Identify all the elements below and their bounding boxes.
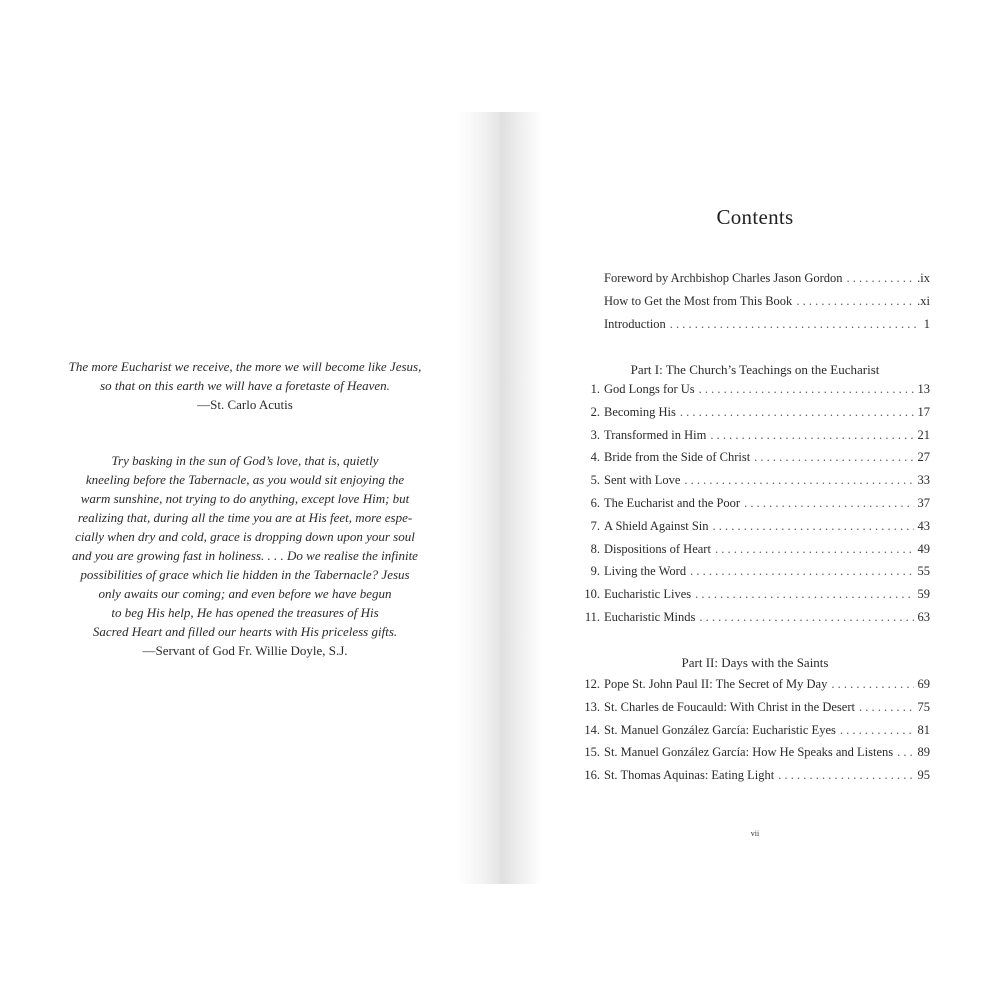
- quote-line: warm sunshine, not trying to do anything, except love Him; but: [80, 491, 410, 506]
- toc-entry-number: 11.: [584, 609, 600, 624]
- toc-entry-page: .xi: [917, 293, 930, 308]
- toc-entry-title: St. Manuel González García: Eucharistic Eyes: [604, 722, 836, 737]
- toc-part1: [580, 382, 930, 633]
- toc-entry[interactable]: [580, 768, 930, 791]
- toc-entry-number: 6.: [590, 495, 600, 510]
- quote-attribution: —St. Carlo Acutis: [197, 397, 293, 412]
- quote-line: realizing that, during all the time you are at His feet, more espe-: [77, 510, 413, 525]
- left-page: [40, 0, 450, 1000]
- quote-line: so that on this earth we will have a foretaste of Heaven.: [100, 378, 390, 393]
- toc-entry-title: Bride from the Side of Christ: [604, 450, 751, 465]
- toc-entry-title: St. Thomas Aquinas: Eating Light: [604, 768, 775, 783]
- toc-entry-number: 3.: [590, 427, 600, 442]
- toc-entry-number: 7.: [590, 518, 600, 533]
- toc-entry[interactable]: [580, 587, 930, 610]
- part-heading: Part II: Days with the Saints: [681, 655, 829, 670]
- toc-entry-number: 5.: [590, 473, 600, 488]
- toc-entry-number: 16.: [584, 768, 600, 783]
- toc-leader-dots: [713, 519, 914, 534]
- toc-entry-page: 81: [917, 722, 930, 737]
- quote-attribution: —Servant of God Fr. Willie Doyle, S.J.: [142, 643, 348, 658]
- toc-entry[interactable]: [580, 542, 930, 565]
- toc-entry[interactable]: [580, 428, 930, 451]
- toc-entry-title: Living the Word: [604, 564, 687, 579]
- toc-entry-title: A Shield Against Sin: [604, 518, 709, 533]
- toc-entry[interactable]: [580, 450, 930, 473]
- toc-entry-page: 17: [917, 404, 930, 419]
- quote-line: possibilities of grace which lie hidden in the Tabernacle? Jesus: [80, 567, 410, 582]
- epigraph-quote-doyle: [40, 451, 450, 660]
- contents-title: Contents: [716, 205, 794, 229]
- toc-entry[interactable]: [580, 496, 930, 519]
- toc-leader-dots: [680, 405, 914, 420]
- toc-entry-page: 63: [917, 609, 930, 624]
- toc-entry-page: 49: [917, 541, 930, 556]
- toc-entry-page: 1: [923, 316, 930, 331]
- toc-entry-page: 89: [917, 745, 930, 760]
- quote-line: cially when dry and cold, grace is dropping down upon your soul: [75, 529, 415, 544]
- toc-entry[interactable]: [580, 745, 930, 768]
- toc-entry-page: 13: [917, 382, 930, 396]
- toc-leader-dots: [897, 745, 913, 760]
- toc-entry-title: St. Charles de Foucauld: With Christ in the Desert: [604, 699, 855, 714]
- toc-entry-page: .ix: [917, 271, 930, 285]
- toc-entry[interactable]: [580, 700, 930, 723]
- toc-leader-dots: [778, 768, 913, 783]
- toc-entry-number: 1.: [590, 382, 600, 396]
- quote-line: Try basking in the sun of God’s love, that is, quietly: [111, 453, 379, 468]
- toc-entry-title: The Eucharist and the Poor: [604, 495, 741, 510]
- toc-leader-dots: [710, 428, 913, 443]
- toc-entry-title: Eucharistic Lives: [604, 587, 692, 602]
- toc-entry-number: 14.: [584, 722, 600, 737]
- toc-entry-title: Sent with Love: [604, 473, 681, 488]
- toc-entry-title: Pope St. John Paul II: The Secret of My Day: [604, 677, 828, 691]
- toc-part2: [580, 677, 930, 791]
- toc-leader-dots: [859, 700, 914, 715]
- toc-entry-title: How to Get the Most from This Book: [604, 293, 793, 308]
- toc-entry[interactable]: [580, 271, 930, 294]
- toc-entry-title: God Longs for Us: [604, 382, 695, 396]
- toc-leader-dots: [715, 542, 914, 557]
- toc-entry-number: 15.: [584, 745, 600, 760]
- quote-line: Sacred Heart and filled our hearts with His priceless gifts.: [92, 624, 398, 639]
- toc-entry[interactable]: [580, 317, 930, 340]
- toc-entry-page: 95: [917, 768, 930, 783]
- toc-entry-number: 9.: [590, 564, 600, 579]
- quote-line: kneeling before the Tabernacle, as you would sit enjoying the: [85, 472, 405, 487]
- toc-entry-number: 8.: [590, 541, 600, 556]
- toc-entry-title: Eucharistic Minds: [604, 609, 696, 624]
- toc-entry-page: 37: [917, 495, 930, 510]
- toc-entry[interactable]: [580, 610, 930, 633]
- book-gutter-shadow: [458, 112, 542, 884]
- toc-entry-page: 59: [917, 587, 930, 602]
- toc-entry[interactable]: [580, 677, 930, 700]
- toc-entry-page: 55: [917, 564, 930, 579]
- toc-entry-title: Transformed in Him: [604, 427, 707, 442]
- toc-leader-dots: [754, 450, 913, 465]
- toc-entry-number: 12.: [584, 677, 600, 691]
- toc-front-matter: [580, 271, 930, 339]
- quote-line: only awaits our coming; and even before we have begun: [98, 586, 392, 601]
- toc-entry[interactable]: [580, 473, 930, 496]
- toc-leader-dots: [831, 677, 913, 692]
- toc-entry-title: Introduction: [604, 316, 666, 331]
- toc-entry[interactable]: [580, 519, 930, 542]
- toc-entry-page: 75: [917, 699, 930, 714]
- toc-entry-title: Foreword by Archbishop Charles Jason Gordon: [604, 271, 843, 285]
- epigraph-quote-acutis: [40, 357, 450, 414]
- right-page: [545, 0, 965, 1000]
- quote-line: and you are growing fast in holiness. . . . Do we realise the infinite: [72, 548, 418, 563]
- toc-entry-page: 69: [917, 677, 930, 691]
- toc-entry[interactable]: [580, 405, 930, 428]
- toc-leader-dots: [847, 271, 914, 286]
- toc-entry-page: 43: [917, 518, 930, 533]
- toc-leader-dots: [840, 723, 914, 738]
- toc-entry-title: Becoming His: [604, 404, 676, 419]
- page-number: vii: [750, 829, 760, 838]
- toc-entry-title: St. Manuel González García: How He Speaks and Listens: [604, 745, 894, 760]
- toc-entry-page: 27: [917, 450, 930, 465]
- quote-line: to beg His help, He has opened the treasures of His: [111, 605, 379, 620]
- toc-entry[interactable]: [580, 723, 930, 746]
- toc-leader-dots: [796, 294, 913, 309]
- toc-leader-dots: [699, 610, 913, 625]
- toc-entry-title: Dispositions of Heart: [604, 541, 711, 556]
- toc-entry-number: 10.: [584, 587, 600, 602]
- toc-leader-dots: [699, 382, 914, 397]
- toc-leader-dots: [744, 496, 913, 511]
- toc-entry-page: 21: [917, 427, 930, 442]
- toc-entry[interactable]: [580, 294, 930, 317]
- toc-entry[interactable]: [580, 382, 930, 405]
- toc-leader-dots: [684, 473, 913, 488]
- part-heading: Part I: The Church’s Teachings on the Eucharist: [630, 362, 880, 377]
- toc-entry[interactable]: [580, 564, 930, 587]
- toc-leader-dots: [670, 317, 920, 332]
- quote-line: The more Eucharist we receive, the more we will become like Jesus,: [68, 359, 422, 374]
- toc-entry-number: 4.: [590, 450, 600, 465]
- toc-leader-dots: [695, 587, 913, 602]
- toc-entry-number: 2.: [590, 404, 600, 419]
- toc-entry-page: 33: [917, 473, 930, 488]
- toc-entry-number: 13.: [584, 699, 600, 714]
- toc-leader-dots: [690, 564, 913, 579]
